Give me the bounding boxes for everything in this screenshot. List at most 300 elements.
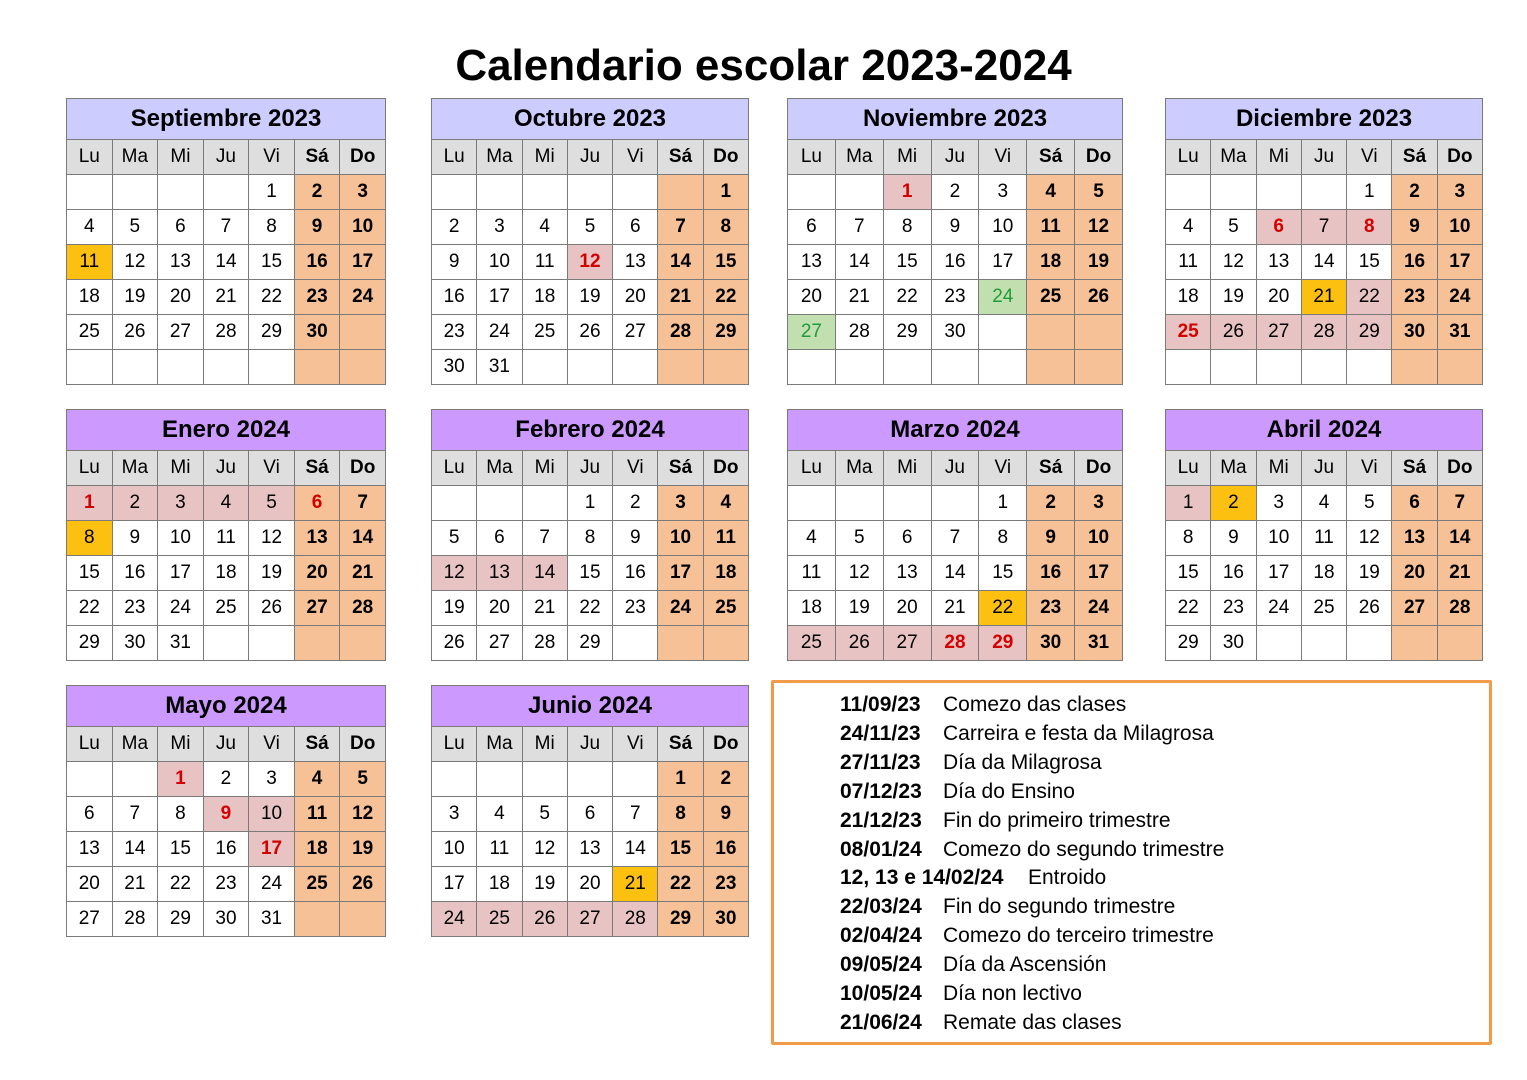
day-cell: 15 <box>1166 556 1211 591</box>
legend-date: 10/05/24 <box>840 982 922 1005</box>
day-cell: 14 <box>1301 245 1346 280</box>
day-cell: 2 <box>203 762 249 797</box>
month-table <box>66 409 386 661</box>
day-cell: 5 <box>432 521 477 556</box>
day-cell: 17 <box>1256 556 1301 591</box>
day-cell: 5 <box>112 210 158 245</box>
day-cell: 8 <box>883 210 931 245</box>
day-cell: 3 <box>979 175 1027 210</box>
day-cell: 12 <box>1075 210 1123 245</box>
day-cell <box>1211 175 1256 210</box>
day-cell: 18 <box>477 867 522 902</box>
day-cell: 8 <box>1166 521 1211 556</box>
month-calendar <box>66 98 386 385</box>
day-cell: 24 <box>979 280 1027 315</box>
day-cell: 17 <box>1437 245 1482 280</box>
month-title: Noviembre 2023 <box>788 99 1123 140</box>
day-cell: 20 <box>613 280 658 315</box>
day-cell: 18 <box>788 591 836 626</box>
day-cell: 26 <box>432 626 477 661</box>
day-cell: 27 <box>477 626 522 661</box>
day-cell: 7 <box>340 486 386 521</box>
month-calendar <box>431 98 749 385</box>
day-cell <box>613 175 658 210</box>
day-cell: 1 <box>1347 175 1392 210</box>
day-cell: 2 <box>1211 486 1256 521</box>
day-cell: 6 <box>613 210 658 245</box>
day-cell <box>788 486 836 521</box>
week-row <box>1166 626 1483 661</box>
day-cell: 11 <box>1027 210 1075 245</box>
week-row <box>432 210 749 245</box>
day-cell <box>112 350 158 385</box>
week-row <box>788 175 1123 210</box>
day-cell: 22 <box>1347 280 1392 315</box>
day-cell <box>1301 350 1346 385</box>
day-cell: 20 <box>477 591 522 626</box>
day-cell <box>835 486 883 521</box>
legend-description: Comezo do terceiro trimestre <box>943 924 1214 948</box>
day-cell: 18 <box>1166 280 1211 315</box>
day-cell: 12 <box>432 556 477 591</box>
day-cell: 28 <box>112 902 158 937</box>
day-cell: 9 <box>931 210 979 245</box>
day-cell: 13 <box>883 556 931 591</box>
day-cell: 14 <box>1437 521 1482 556</box>
day-cell <box>883 486 931 521</box>
day-cell <box>1256 350 1301 385</box>
day-cell: 27 <box>613 315 658 350</box>
day-cell <box>1347 350 1392 385</box>
day-cell: 9 <box>203 797 249 832</box>
week-row <box>1166 280 1483 315</box>
day-cell: 27 <box>158 315 204 350</box>
legend-description: Día non lectivo <box>943 982 1082 1005</box>
day-cell: 30 <box>1392 315 1437 350</box>
legend-date: 21/06/24 <box>840 1010 922 1034</box>
day-cell: 16 <box>931 245 979 280</box>
day-cell <box>522 350 567 385</box>
day-cell: 19 <box>112 280 158 315</box>
day-cell: 28 <box>613 902 658 937</box>
day-cell: 13 <box>613 245 658 280</box>
day-cell: 2 <box>432 210 477 245</box>
day-cell: 17 <box>158 556 204 591</box>
month-table <box>1165 409 1483 661</box>
day-cell: 29 <box>1166 626 1211 661</box>
day-cell: 5 <box>522 797 567 832</box>
day-cell: 11 <box>1166 245 1211 280</box>
week-row <box>67 175 386 210</box>
week-row <box>1166 175 1483 210</box>
day-cell: 29 <box>158 902 204 937</box>
day-cell: 16 <box>294 245 340 280</box>
legend-date: 02/04/24 <box>840 924 922 948</box>
month-table <box>431 685 749 937</box>
week-row <box>67 591 386 626</box>
day-cell: 21 <box>203 280 249 315</box>
day-cell: 28 <box>203 315 249 350</box>
day-cell: 26 <box>249 591 295 626</box>
day-cell: 29 <box>567 626 612 661</box>
week-row <box>432 245 749 280</box>
day-cell <box>477 175 522 210</box>
day-cell: 29 <box>658 902 703 937</box>
month-calendar <box>66 685 386 937</box>
day-cell: 28 <box>1301 315 1346 350</box>
day-cell: 13 <box>477 556 522 591</box>
day-cell: 8 <box>67 521 113 556</box>
week-row <box>67 245 386 280</box>
day-cell <box>294 350 340 385</box>
weekday-header: Mi <box>522 140 567 175</box>
legend-date: 24/11/23 <box>840 721 921 745</box>
weekday-header: Ju <box>1301 140 1346 175</box>
day-cell: 5 <box>249 486 295 521</box>
legend-item <box>840 719 1214 748</box>
month-calendar <box>431 685 749 937</box>
weekday-header: Ma <box>1211 451 1256 486</box>
day-cell: 15 <box>883 245 931 280</box>
day-cell: 20 <box>1392 556 1437 591</box>
day-cell: 1 <box>567 486 612 521</box>
weekday-header: Mi <box>1256 140 1301 175</box>
weekday-header: Sá <box>658 140 703 175</box>
day-cell: 29 <box>249 315 295 350</box>
day-cell: 10 <box>979 210 1027 245</box>
week-row <box>67 902 386 937</box>
day-cell: 6 <box>477 521 522 556</box>
weekday-header: Lu <box>788 140 836 175</box>
day-cell <box>340 315 386 350</box>
day-cell: 24 <box>1256 591 1301 626</box>
day-cell: 15 <box>158 832 204 867</box>
day-cell: 3 <box>1075 486 1123 521</box>
legend-date: 09/05/24 <box>840 953 922 977</box>
day-cell: 20 <box>1256 280 1301 315</box>
day-cell: 12 <box>522 832 567 867</box>
day-cell: 3 <box>249 762 295 797</box>
week-row <box>1166 315 1483 350</box>
day-cell: 7 <box>613 797 658 832</box>
weekday-header: Ma <box>835 140 883 175</box>
weekday-header: Sá <box>658 727 703 762</box>
legend-date: 22/03/24 <box>840 895 922 919</box>
legend-item <box>840 863 1106 892</box>
day-cell <box>567 762 612 797</box>
day-cell: 6 <box>1392 486 1437 521</box>
day-cell <box>788 350 836 385</box>
weekday-header: Ma <box>1211 140 1256 175</box>
day-cell: 23 <box>1027 591 1075 626</box>
week-row <box>788 591 1123 626</box>
week-row <box>67 626 386 661</box>
day-cell <box>67 762 113 797</box>
weekday-header: Mi <box>158 451 204 486</box>
day-cell: 13 <box>788 245 836 280</box>
day-cell: 15 <box>658 832 703 867</box>
weekday-header: Do <box>340 451 386 486</box>
day-cell <box>294 902 340 937</box>
day-cell: 1 <box>158 762 204 797</box>
weekday-header: Do <box>1075 451 1123 486</box>
weekday-header: Ju <box>203 451 249 486</box>
month-table <box>1165 98 1483 385</box>
day-cell: 16 <box>203 832 249 867</box>
day-cell: 29 <box>1347 315 1392 350</box>
day-cell <box>613 762 658 797</box>
day-cell: 9 <box>294 210 340 245</box>
day-cell <box>658 175 703 210</box>
day-cell <box>835 350 883 385</box>
month-title: Mayo 2024 <box>67 686 386 727</box>
day-cell: 12 <box>249 521 295 556</box>
day-cell: 21 <box>613 867 658 902</box>
day-cell: 30 <box>703 902 748 937</box>
day-cell: 15 <box>1347 245 1392 280</box>
day-cell: 3 <box>340 175 386 210</box>
day-cell: 19 <box>1211 280 1256 315</box>
day-cell <box>1211 350 1256 385</box>
day-cell: 24 <box>1437 280 1482 315</box>
weekday-header: Do <box>703 140 748 175</box>
day-cell <box>477 486 522 521</box>
day-cell: 13 <box>294 521 340 556</box>
day-cell: 23 <box>703 867 748 902</box>
week-row <box>1166 210 1483 245</box>
day-cell: 25 <box>1027 280 1075 315</box>
day-cell: 3 <box>1256 486 1301 521</box>
day-cell <box>1166 175 1211 210</box>
day-cell: 8 <box>158 797 204 832</box>
day-cell: 26 <box>835 626 883 661</box>
day-cell <box>158 175 204 210</box>
day-cell: 6 <box>788 210 836 245</box>
day-cell: 24 <box>158 591 204 626</box>
weekday-header: Sá <box>1027 451 1075 486</box>
day-cell: 14 <box>658 245 703 280</box>
weekday-header: Do <box>703 727 748 762</box>
week-row <box>1166 486 1483 521</box>
day-cell: 19 <box>249 556 295 591</box>
month-title: Octubre 2023 <box>432 99 749 140</box>
day-cell: 14 <box>112 832 158 867</box>
day-cell <box>1027 350 1075 385</box>
day-cell: 16 <box>112 556 158 591</box>
legend-item <box>840 835 1224 864</box>
day-cell: 25 <box>1166 315 1211 350</box>
day-cell: 10 <box>1256 521 1301 556</box>
day-cell: 4 <box>294 762 340 797</box>
weekday-header: Ma <box>112 727 158 762</box>
month-calendar <box>787 98 1123 385</box>
day-cell: 22 <box>703 280 748 315</box>
weekday-header: Vi <box>249 140 295 175</box>
day-cell <box>931 486 979 521</box>
month-title: Junio 2024 <box>432 686 749 727</box>
week-row <box>1166 556 1483 591</box>
weekday-header: Ju <box>931 140 979 175</box>
day-cell: 25 <box>67 315 113 350</box>
day-cell <box>522 486 567 521</box>
week-row <box>788 521 1123 556</box>
day-cell: 5 <box>1211 210 1256 245</box>
day-cell: 21 <box>112 867 158 902</box>
day-cell: 21 <box>931 591 979 626</box>
day-cell <box>340 902 386 937</box>
day-cell: 6 <box>67 797 113 832</box>
day-cell: 22 <box>67 591 113 626</box>
day-cell: 29 <box>883 315 931 350</box>
day-cell: 10 <box>477 245 522 280</box>
day-cell <box>432 175 477 210</box>
day-cell <box>432 762 477 797</box>
weekday-header: Lu <box>432 451 477 486</box>
day-cell: 11 <box>477 832 522 867</box>
weekday-header: Vi <box>979 140 1027 175</box>
legend-item <box>840 921 1214 950</box>
day-cell <box>249 626 295 661</box>
week-row <box>432 832 749 867</box>
day-cell: 23 <box>203 867 249 902</box>
day-cell: 24 <box>432 902 477 937</box>
week-row <box>1166 245 1483 280</box>
day-cell: 6 <box>883 521 931 556</box>
weekday-header: Mi <box>522 727 567 762</box>
day-cell <box>1392 350 1437 385</box>
legend-date: 27/11/23 <box>840 750 921 774</box>
week-row <box>788 350 1123 385</box>
day-cell <box>658 350 703 385</box>
legend-item <box>840 777 1075 806</box>
day-cell: 18 <box>522 280 567 315</box>
day-cell: 29 <box>703 315 748 350</box>
day-cell: 26 <box>1075 280 1123 315</box>
day-cell: 25 <box>203 591 249 626</box>
day-cell: 2 <box>1027 486 1075 521</box>
weekday-header: Do <box>1437 451 1482 486</box>
day-cell: 23 <box>1392 280 1437 315</box>
day-cell: 13 <box>1392 521 1437 556</box>
week-row <box>432 315 749 350</box>
day-cell: 31 <box>1437 315 1482 350</box>
legend-description: Comezo do segundo trimestre <box>943 837 1225 861</box>
day-cell <box>979 315 1027 350</box>
weekday-header: Mi <box>158 140 204 175</box>
day-cell: 14 <box>522 556 567 591</box>
day-cell: 22 <box>979 591 1027 626</box>
day-cell: 25 <box>703 591 748 626</box>
day-cell: 21 <box>835 280 883 315</box>
day-cell: 8 <box>658 797 703 832</box>
week-row <box>67 280 386 315</box>
day-cell: 10 <box>1437 210 1482 245</box>
legend-date: 08/01/24 <box>840 837 922 861</box>
week-row <box>432 486 749 521</box>
weekday-header: Do <box>703 451 748 486</box>
day-cell: 16 <box>613 556 658 591</box>
page-title: Calendario escolar 2023-2024 <box>455 41 1072 90</box>
legend-date: 11/09/23 <box>840 693 921 716</box>
day-cell: 29 <box>67 626 113 661</box>
day-cell <box>1301 175 1346 210</box>
day-cell: 19 <box>1347 556 1392 591</box>
week-row <box>788 280 1123 315</box>
day-cell <box>340 350 386 385</box>
day-cell: 1 <box>883 175 931 210</box>
day-cell <box>703 626 748 661</box>
day-cell: 11 <box>1301 521 1346 556</box>
legend-item <box>840 979 1082 1008</box>
day-cell: 4 <box>203 486 249 521</box>
month-title: Septiembre 2023 <box>67 99 386 140</box>
month-calendar <box>1165 409 1483 661</box>
day-cell: 26 <box>522 902 567 937</box>
day-cell <box>522 762 567 797</box>
day-cell: 12 <box>567 245 612 280</box>
events-legend <box>771 680 1492 1045</box>
day-cell: 22 <box>158 867 204 902</box>
day-cell: 3 <box>1437 175 1482 210</box>
day-cell: 17 <box>432 867 477 902</box>
day-cell <box>67 175 113 210</box>
day-cell: 26 <box>1211 315 1256 350</box>
day-cell: 30 <box>294 315 340 350</box>
day-cell: 4 <box>67 210 113 245</box>
day-cell: 4 <box>1301 486 1346 521</box>
weekday-header: Mi <box>522 451 567 486</box>
weekday-header: Lu <box>432 727 477 762</box>
legend-description: Día da Ascensión <box>943 953 1107 977</box>
weekday-header: Mi <box>158 727 204 762</box>
weekday-header: Ju <box>203 140 249 175</box>
week-row <box>432 556 749 591</box>
day-cell: 17 <box>1075 556 1123 591</box>
day-cell: 7 <box>203 210 249 245</box>
day-cell: 26 <box>340 867 386 902</box>
day-cell: 28 <box>835 315 883 350</box>
day-cell: 4 <box>477 797 522 832</box>
day-cell <box>613 626 658 661</box>
legend-item <box>840 806 1171 835</box>
day-cell: 11 <box>788 556 836 591</box>
weekday-header: Lu <box>1166 140 1211 175</box>
day-cell: 9 <box>703 797 748 832</box>
day-cell: 26 <box>112 315 158 350</box>
day-cell: 23 <box>1211 591 1256 626</box>
day-cell: 7 <box>522 521 567 556</box>
day-cell: 3 <box>477 210 522 245</box>
day-cell: 14 <box>931 556 979 591</box>
weekday-header: Ju <box>1301 451 1346 486</box>
day-cell: 27 <box>788 315 836 350</box>
day-cell: 10 <box>340 210 386 245</box>
weekday-header: Sá <box>658 451 703 486</box>
weekday-header: Ma <box>835 451 883 486</box>
legend-description: Comezo das clases <box>943 693 1127 716</box>
week-row <box>788 626 1123 661</box>
month-table <box>66 98 386 385</box>
day-cell <box>203 175 249 210</box>
week-row <box>67 867 386 902</box>
day-cell: 21 <box>658 280 703 315</box>
day-cell: 30 <box>112 626 158 661</box>
weekday-header: Sá <box>294 451 340 486</box>
day-cell: 9 <box>112 521 158 556</box>
day-cell <box>1437 626 1482 661</box>
day-cell: 9 <box>1211 521 1256 556</box>
weekday-header: Mi <box>1256 451 1301 486</box>
